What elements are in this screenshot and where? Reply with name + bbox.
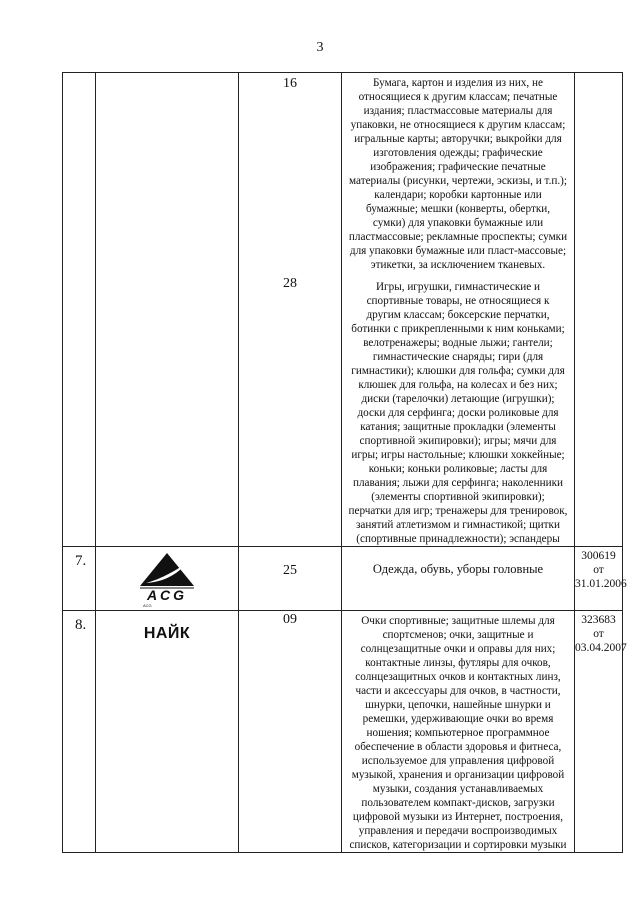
row-number: 7. [63, 547, 96, 611]
mark-cell [96, 547, 239, 611]
goods-list: Одежда, обувь, уборы головные [372, 562, 544, 576]
logo-text: ACG [146, 587, 188, 603]
class-cell [239, 73, 342, 547]
row-number-cell [63, 73, 96, 547]
table-row [63, 611, 623, 853]
registration-date: 31.01.2006 [575, 578, 627, 590]
registration-number: 300619 [581, 550, 616, 562]
table-row [63, 73, 623, 547]
registration-date: 03.04.2007 [575, 642, 627, 654]
class-cell [239, 547, 342, 611]
table-row [63, 547, 623, 611]
goods-cell [342, 73, 575, 547]
page-number: 3 [316, 40, 324, 55]
goods-cell [342, 547, 575, 611]
registration-cell [575, 611, 627, 853]
class-number: 25 [283, 563, 297, 578]
class-number: 28 [283, 276, 297, 291]
class-number: 09 [283, 612, 297, 627]
mark-cell [96, 611, 239, 853]
mark-cell [96, 73, 239, 547]
class-number: 16 [283, 76, 297, 91]
registration-from: от [593, 564, 604, 576]
row-number: 8. [63, 611, 96, 853]
goods-list: Очки спортивные; защитные шлемы для спортсменов; очки, защитные и солнцезащитные очки и оправы для них; контактные линзы, футляры для очков, солнцезащитных очков и контактных линз, части и аксессуары для очков, в частности, шнурки, цепочки, нашейные шнурки и ремешки, удерживающие очки во время ношения; компьютерное программное обеспечение в области здоровья и фитнеса, используемое для управления цифровой музыкой, хранения и организации цифровой музыки, создания устанавливаемых пользователем компакт-дисков, загрузки цифровой музыки из Интернет, построения, управления и передачи воспроизводимых списков, категоризации и сортировки музыки [349, 615, 567, 851]
registration-from: от [593, 628, 604, 640]
logo-small-text: ACG [143, 603, 152, 608]
registration-cell [575, 73, 623, 547]
goods-cell [342, 611, 575, 853]
registration-cell [575, 547, 627, 611]
goods-list: Бумага, картон и изделия из них, не относящиеся к другим классам; печатные издания; пластмассовые материалы для упаковки, не относящиеся к другим классам; игральные карты; авторучки; выкройки для изготовления одежды; графические изображения; графические печатные материалы (рисунки, чертежи, эскизы, и т.п.); календари; коробки картонные или бумажные; мешки (конверты, обертки, сумки) для упаковки бумажные или пластмассовые; рекламные проспекты; сумки для упаковки бумажные или пласт-массовые; этикетки, за исключением тканевых. [348, 77, 568, 271]
trademark-table [62, 72, 627, 853]
goods-list: Игры, игрушки, гимнастические и спортивные товары, не относящиеся к другим классам; боксерские перчатки, ботинки с прикрепленными к ним коньками; велотренажеры; водные лыжи; гантели; гимнастические снаряды; гири (для гимнастики); клюшки для гольфа; сумки для клюшек для гольфа, на колесах и без них; диски (тарелочки) летающие (игрушки); доски для серфинга; доски роликовые для катания; защитные прокладки (элементы спортивной экипировки); игры; мячи для игры; игры настольные; клюшки хоккейные; коньки; коньки роликовые; ласты для плавания; лыжи для серфинга; наколенники (элементы спортивной экипировки); перчатки для игр; тренажеры для тренировок, занятий атлетизмом и гимнастикой; щитки (спортивные принадлежности); эспандеры [348, 281, 568, 545]
registration-number: 323683 [581, 614, 616, 626]
class-cell [239, 611, 342, 853]
word-mark: НАЙК [143, 625, 191, 642]
acg-logo [136, 550, 198, 608]
